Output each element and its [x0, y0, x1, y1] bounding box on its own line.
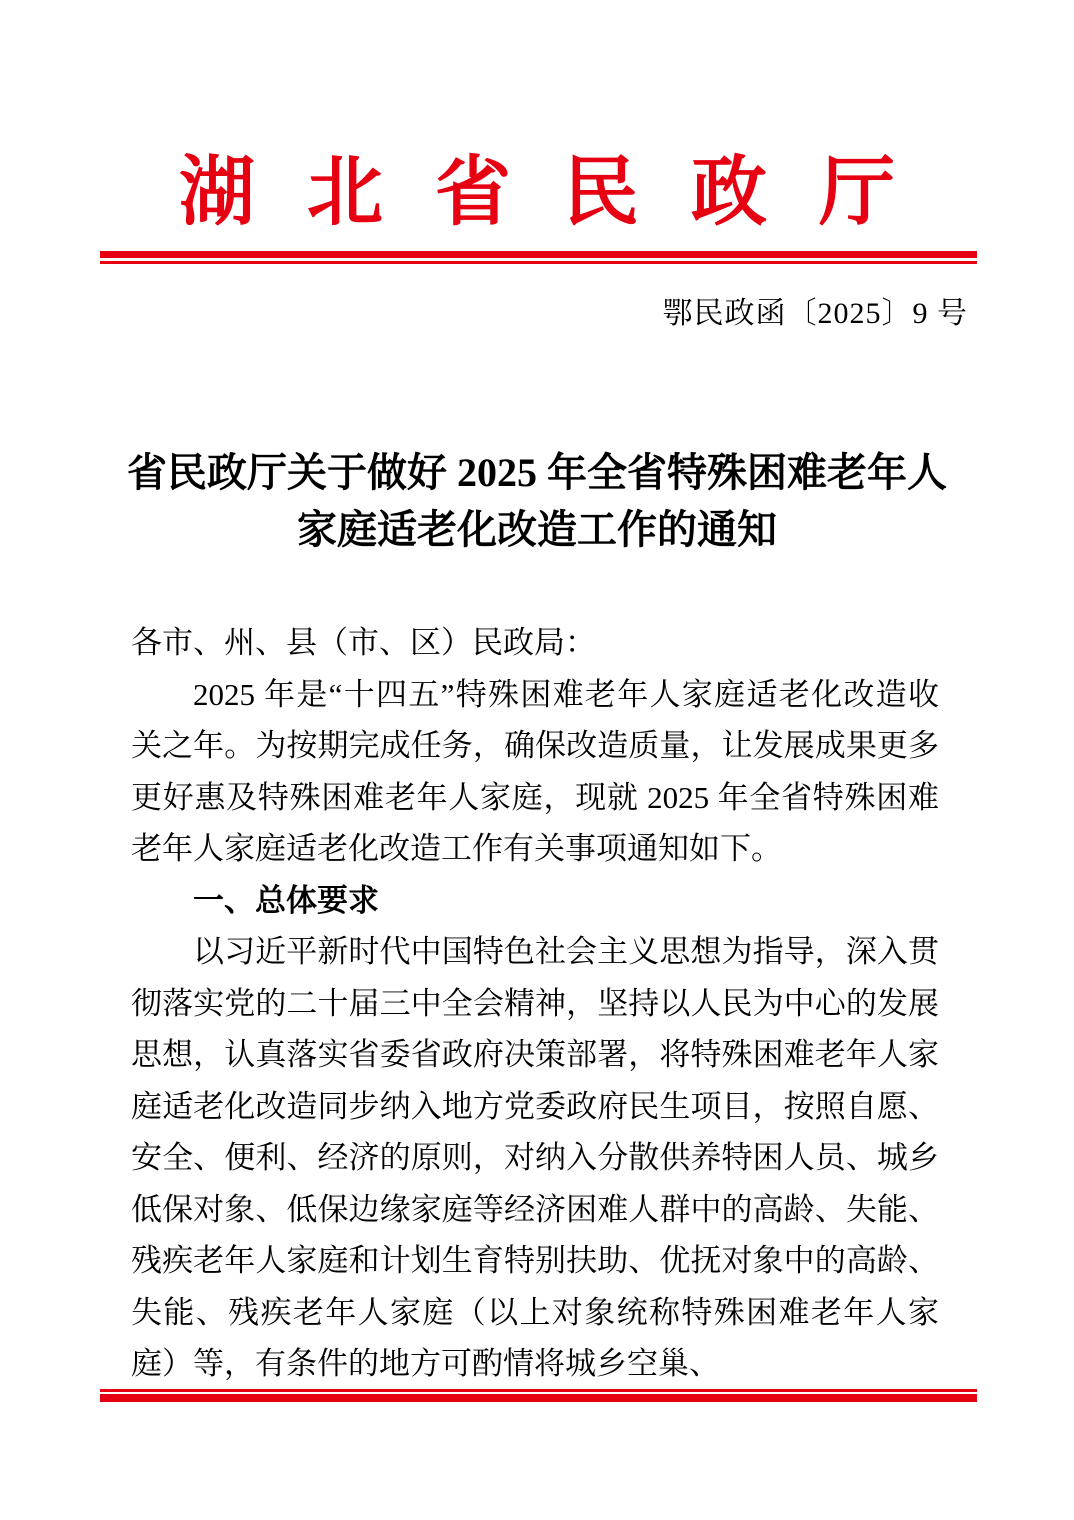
doc-title [0, 444, 1074, 558]
doc-title-line1: 省民政厅关于做好 2025 年全省特殊困难老年人 [127, 450, 947, 495]
letterhead-rule-thin [100, 261, 977, 264]
doc-title-line2: 家庭适老化改造工作的通知 [297, 507, 777, 552]
letterhead-rule-thick [100, 251, 977, 258]
paragraph-section-1: 以习近平新时代中国特色社会主义思想为指导，深入贯彻落实党的二十届三中全会精神，坚持以人民为中心的发展思想，认真落实省委省政府决策部署，将特殊困难老年人家庭适老化改造同步纳入地方党委政府民生项目，按照自愿、安全、便利、经济的原则，对纳入分散供养特困人员、城乡低保对象、低保边缘家庭等经济困难人群中的高龄、失能、残疾老年人家庭和计划生育特别扶助、优抚对象中的高龄、失能、残疾老年人家庭（以上对象统称特殊困难老年人家庭）等，有条件的地方可酌情将城乡空巢、 [131, 934, 939, 1381]
salutation: 各市、州、县（市、区）民政局： [131, 625, 596, 660]
footer-rule-thick [100, 1394, 977, 1402]
footer-rule-thin [100, 1389, 977, 1392]
section-heading-1: 一、总体要求 [193, 882, 379, 918]
letterhead-agency-name: 湖北省民政厅 [179, 151, 947, 235]
doc-reference-number: 鄂民政函〔2025〕9 号 [662, 297, 968, 330]
doc-body [131, 617, 939, 1390]
paragraph-opening: 2025 年是“十四五”特殊困难老年人家庭适老化改造收关之年。为按期完成任务，确保改造质量，让发展成果更多更好惠及特殊困难老年人家庭，现就 2025 年全省特殊困难老年人家庭适老化改造工作有关事项通知如下。 [131, 676, 939, 866]
